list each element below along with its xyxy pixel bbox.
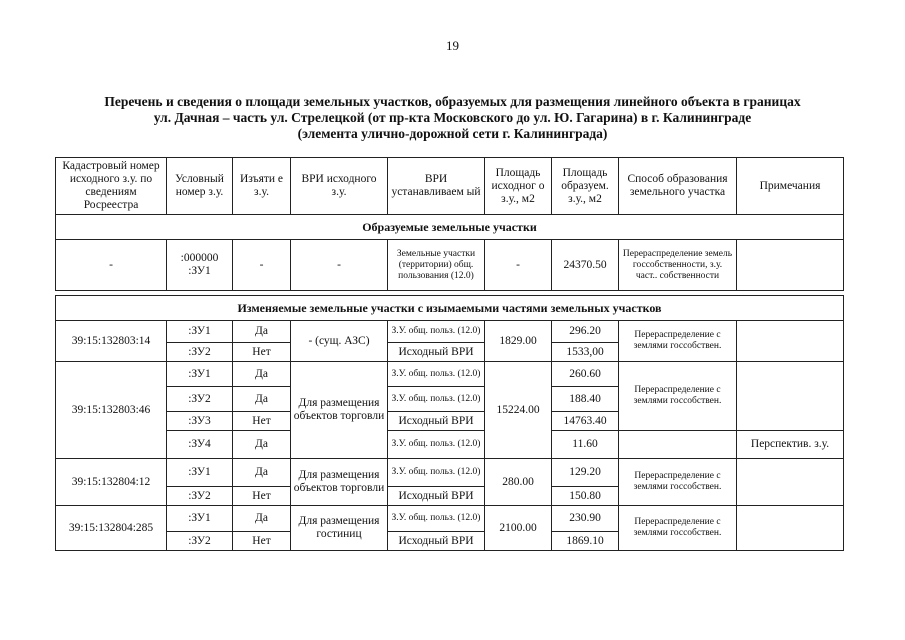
cell-area-formed: 1869.10 [552, 532, 619, 551]
table-row [56, 506, 844, 532]
cell-vri-set: З.У. общ. польз. (12.0) [388, 431, 485, 459]
cell-cadastral: 39:15:132804:285 [56, 506, 167, 551]
cell-notes [737, 459, 844, 506]
cell-conditional: :ЗУ1 [167, 362, 233, 387]
cell-cadastral: - [56, 240, 167, 291]
cell-conditional: :ЗУ4 [167, 431, 233, 459]
cell-vri-set: З.У. общ. польз. (12.0) [388, 362, 485, 387]
table-row [56, 459, 844, 487]
cell-vri-source: Для размещения объектов торговли [291, 362, 388, 459]
section-title: Изменяемые земельные участки с изымаемыми частями земельных участков [56, 296, 844, 321]
cell-cadastral: 39:15:132803:46 [56, 362, 167, 459]
table-row [56, 431, 844, 459]
cell-conditional: :ЗУ2 [167, 387, 233, 412]
cell-seized: Нет [233, 412, 291, 431]
cell-conditional: :ЗУ2 [167, 532, 233, 551]
cell-notes: Перспектив. з.у. [737, 431, 844, 459]
page-number: 19 [446, 38, 459, 53]
cell-notes [737, 506, 844, 551]
header-area-source: Площадь исходног о з.у., м2 [485, 158, 552, 215]
cell-area-source: 15224.00 [485, 362, 552, 459]
cell-vri-source: - (сущ. АЗС) [291, 321, 388, 362]
cell-area-formed: 24370.50 [552, 240, 619, 291]
cell-area-formed: 11.60 [552, 431, 619, 459]
cell-area-source: - [485, 240, 552, 291]
cell-area-formed: 1533,00 [552, 343, 619, 362]
cell-vri-set: З.У. общ. польз. (12.0) [388, 387, 485, 412]
cell-seized: - [233, 240, 291, 291]
cell-method: Перераспределение с землями госсобствен. [619, 459, 737, 506]
cell-notes [737, 240, 844, 291]
cell-seized: Нет [233, 487, 291, 506]
section-title: Образуемые земельные участки [56, 215, 844, 240]
cell-vri-set: З.У. общ. польз. (12.0) [388, 506, 485, 532]
cell-area-source: 2100.00 [485, 506, 552, 551]
cell-seized: Да [233, 321, 291, 343]
cell-vri-set: Исходный ВРИ [388, 412, 485, 431]
cell-vri-source: Для размещения объектов торговли [291, 459, 388, 506]
cell-cadastral: 39:15:132803:14 [56, 321, 167, 362]
header-conditional: Условный номер з.у. [167, 158, 233, 215]
cell-vri-set: Земельные участки (территории) общ. пользования (12.0) [388, 240, 485, 291]
cell-vri-set: Исходный ВРИ [388, 343, 485, 362]
cell-method: Перераспределение с землями госсобствен. [619, 506, 737, 551]
cell-area-formed: 150.80 [552, 487, 619, 506]
table-row [56, 240, 844, 291]
cell-area-formed: 188.40 [552, 387, 619, 412]
cell-conditional: :ЗУ2 [167, 343, 233, 362]
cell-conditional: :000000 :ЗУ1 [167, 240, 233, 291]
cell-area-formed: 14763.40 [552, 412, 619, 431]
title-line-1: Перечень и сведения о площади земельных участков, образуемых для размещения линейного объекта в границах [104, 94, 801, 109]
header-seized: Изъяти е з.у. [233, 158, 291, 215]
cell-vri-set: З.У. общ. польз. (12.0) [388, 321, 485, 343]
cell-vri-set: З.У. общ. польз. (12.0) [388, 459, 485, 487]
cell-vri-source: Для размещения гостиниц [291, 506, 388, 551]
document-title [60, 94, 845, 142]
cell-seized: Нет [233, 343, 291, 362]
cell-vri-set: Исходный ВРИ [388, 487, 485, 506]
cell-seized: Да [233, 387, 291, 412]
header-area-formed: Площадь образуем. з.у., м2 [552, 158, 619, 215]
cell-conditional: :ЗУ1 [167, 459, 233, 487]
title-line-2: ул. Дачная – часть ул. Стрелецкой (от пр-кта Московского до ул. Ю. Гагарина) в г. Калининграде [153, 110, 752, 125]
header-method: Способ образования земельного участка [619, 158, 737, 215]
cell-method [619, 431, 737, 459]
header-notes: Примечания [737, 158, 844, 215]
cell-conditional: :ЗУ1 [167, 321, 233, 343]
cell-area-formed: 230.90 [552, 506, 619, 532]
section-title-row [56, 215, 844, 240]
cell-seized: Да [233, 362, 291, 387]
land-plots-table [55, 157, 844, 551]
cell-conditional: :ЗУ3 [167, 412, 233, 431]
cell-seized: Да [233, 431, 291, 459]
table-row [56, 362, 844, 387]
table-header-row [56, 158, 844, 215]
cell-method: Перераспределение земель госсобственности, з.у. част.. собственности [619, 240, 737, 291]
cell-cadastral: 39:15:132804:12 [56, 459, 167, 506]
header-cadastral: Кадастровый номер исходного з.у. по сведениям Росреестра [56, 158, 167, 215]
cell-vri-source: - [291, 240, 388, 291]
cell-notes [737, 362, 844, 431]
cell-area-formed: 260.60 [552, 362, 619, 387]
cell-area-formed: 129.20 [552, 459, 619, 487]
cell-area-formed: 296.20 [552, 321, 619, 343]
header-vri-source: ВРИ исходного з.у. [291, 158, 388, 215]
cell-method: Перераспределение с землями госсобствен. [619, 362, 737, 431]
cell-conditional: :ЗУ1 [167, 506, 233, 532]
cell-conditional: :ЗУ2 [167, 487, 233, 506]
title-line-3: (элемента улично-дорожной сети г. Калининграда) [297, 126, 608, 141]
section-title-row [56, 296, 844, 321]
cell-seized: Да [233, 506, 291, 532]
cell-area-source: 1829.00 [485, 321, 552, 362]
cell-method: Перераспределение с землями госсобствен. [619, 321, 737, 362]
table-row [56, 321, 844, 343]
cell-area-source: 280.00 [485, 459, 552, 506]
cell-vri-set: Исходный ВРИ [388, 532, 485, 551]
cell-notes [737, 321, 844, 362]
cell-seized: Нет [233, 532, 291, 551]
cell-seized: Да [233, 459, 291, 487]
header-vri-set: ВРИ устанавливаем ый [388, 158, 485, 215]
